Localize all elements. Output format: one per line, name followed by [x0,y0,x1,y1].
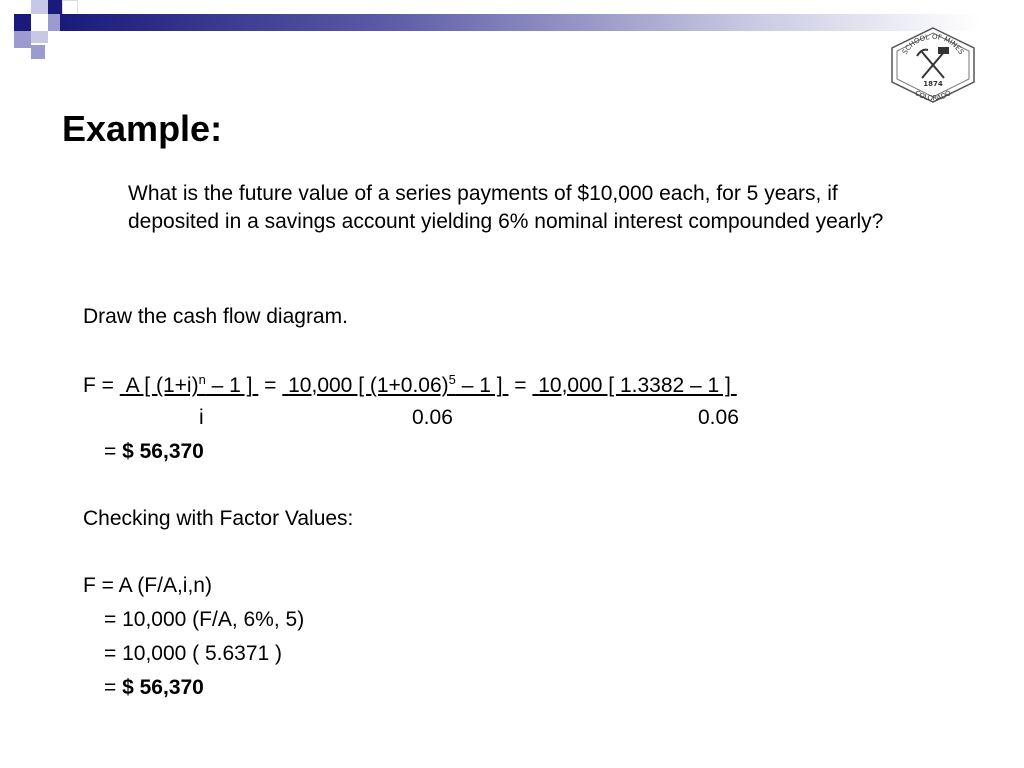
formula-denominator-3: 0.06 [698,406,739,429]
formula-denominator-2: 0.06 [412,406,453,429]
formula-result: = $ 56,370 [104,440,204,463]
svg-text:1874: 1874 [923,80,943,88]
formula-eq-3: = [508,374,533,397]
formula-lhs: F = [83,374,120,397]
logo-emblem [888,26,978,104]
check-line-4: = $ 56,370 [104,676,204,699]
formula-numerator-3: 10,000 [ 1.3382 – 1 ] [538,374,731,397]
checking-header: Checking with Factor Values: [83,507,354,530]
svg-text:SCHOOL OF MINES: SCHOOL OF MINES [900,32,966,56]
formula-numerator-2: 10,000 [ $(1+0.06)^5 - 1$ ] [288,372,503,397]
formula-denominator-1: i [199,406,204,429]
check-line-1: F = A (F/A,i,n) [83,574,212,597]
formula-eq-2: = [258,374,283,397]
school-logo [888,26,978,104]
formula-numerator-1: A [ $(1+i)^n - 1$ ] [125,372,253,397]
question-text: What is the future value of a series payments of $10,000 each, for 5 years, if deposited in a savings account yielding 6% nominal interest compounded yearly? [128,182,884,233]
header-gradient-bar [60,14,980,31]
formula-numerator-line [83,372,737,398]
slide-title: Example: [62,108,223,149]
corner-decoration [0,0,80,64]
instruction-text: Draw the cash flow diagram. [83,305,348,328]
svg-text:COLORADO: COLORADO [913,88,953,103]
check-line-2: = 10,000 (F/A, 6%, 5) [104,608,305,631]
check-line-3: = 10,000 ( 5.6371 ) [104,642,283,665]
